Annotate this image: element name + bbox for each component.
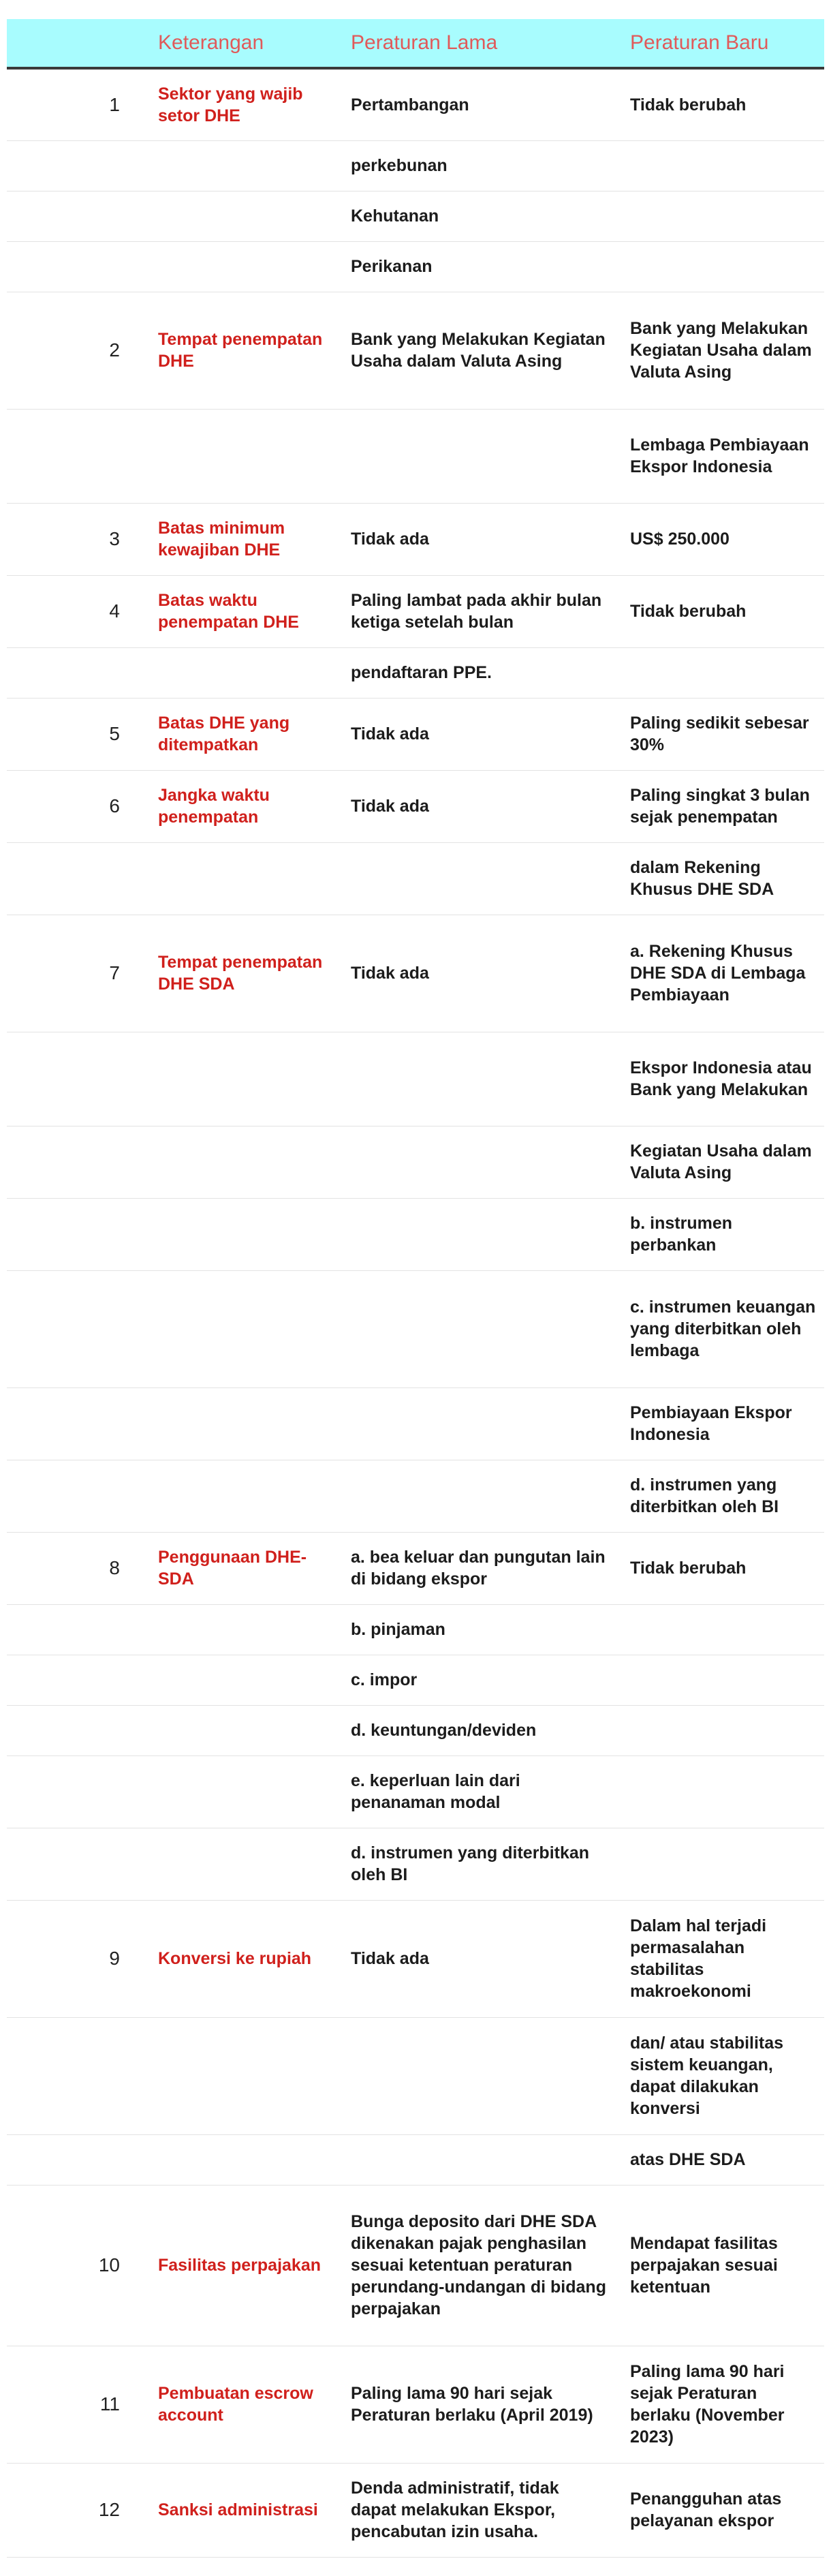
row-peraturan-lama: [336, 2017, 615, 2134]
table-row: [7, 1755, 824, 1828]
table-row: [7, 2463, 824, 2557]
row-peraturan-baru: Paling sedikit sebesar 30%: [615, 698, 824, 770]
table-row: [7, 1126, 824, 1198]
table-row: [7, 68, 824, 140]
row-keterangan: Tempat penempatan DHE: [143, 292, 336, 409]
row-number: [7, 140, 143, 191]
row-keterangan: Batas DHE yang ditempatkan: [143, 698, 336, 770]
table-row: [7, 575, 824, 647]
row-keterangan: [143, 1270, 336, 1387]
row-peraturan-lama: a. bea keluar dan pungutan lain di bidang ekspor: [336, 1532, 615, 1604]
row-peraturan-lama: [336, 1460, 615, 1532]
table-row: [7, 770, 824, 842]
row-peraturan-lama: [336, 409, 615, 503]
row-keterangan: [143, 409, 336, 503]
table-row: [7, 1705, 824, 1755]
row-number: 12: [7, 2463, 143, 2557]
table-row: [7, 2346, 824, 2463]
row-number: 5: [7, 698, 143, 770]
row-keterangan: [143, 1755, 336, 1828]
table-row: [7, 1387, 824, 1460]
row-peraturan-baru: Kegiatan Usaha dalam Valuta Asing: [615, 1126, 824, 1198]
row-keterangan: [143, 1705, 336, 1755]
row-peraturan-lama: e. keperluan lain dari penanaman modal: [336, 1755, 615, 1828]
row-number: [7, 1828, 143, 1900]
table-row: [7, 2185, 824, 2346]
row-peraturan-baru: c. instrumen keuangan yang diterbitkan oleh lembaga: [615, 1270, 824, 1387]
row-peraturan-lama: [336, 842, 615, 915]
row-peraturan-baru: Bank yang Melakukan Kegiatan Usaha dalam Valuta Asing: [615, 292, 824, 409]
row-peraturan-baru: [615, 1755, 824, 1828]
row-keterangan: Batas minimum kewajiban DHE: [143, 503, 336, 575]
row-peraturan-lama: pendaftaran PPE.: [336, 647, 615, 698]
row-keterangan: [143, 1198, 336, 1270]
header-peraturan-lama: Peraturan Lama: [336, 19, 615, 68]
row-peraturan-lama: Perikanan: [336, 241, 615, 292]
row-peraturan-lama: Bank yang Melakukan Kegiatan Usaha dalam Valuta Asing: [336, 292, 615, 409]
row-peraturan-baru: Tidak berubah: [615, 575, 824, 647]
row-peraturan-baru: Penangguhan atas pelayanan ekspor: [615, 2463, 824, 2557]
table-row: [7, 140, 824, 191]
table-row: [7, 1604, 824, 1655]
row-peraturan-lama: [336, 2134, 615, 2185]
row-keterangan: [143, 842, 336, 915]
row-peraturan-lama: [336, 1198, 615, 1270]
row-keterangan: [143, 2134, 336, 2185]
row-number: [7, 1655, 143, 1705]
row-peraturan-baru: Ekspor Indonesia atau Bank yang Melakukan: [615, 1032, 824, 1126]
row-keterangan: Penggunaan DHE-SDA: [143, 1532, 336, 1604]
table-row: [7, 1032, 824, 1126]
row-peraturan-lama: Tidak ada: [336, 1900, 615, 2017]
row-peraturan-lama: Paling lambat pada akhir bulan ketiga setelah bulan: [336, 575, 615, 647]
row-number: 7: [7, 915, 143, 1032]
row-peraturan-baru: Dalam hal terjadi permasalahan stabilitas makroekonomi: [615, 1900, 824, 2017]
header-row: [7, 19, 824, 68]
table-row: [7, 241, 824, 292]
row-peraturan-baru: Paling singkat 3 bulan sejak penempatan: [615, 770, 824, 842]
row-number: [7, 1032, 143, 1126]
table-row: [7, 2134, 824, 2185]
table-row: [7, 1828, 824, 1900]
row-peraturan-lama: d. keuntungan/deviden: [336, 1705, 615, 1755]
row-keterangan: Sektor yang wajib setor DHE: [143, 68, 336, 140]
table-row: [7, 647, 824, 698]
row-peraturan-baru: atas DHE SDA: [615, 2134, 824, 2185]
row-number: 2: [7, 292, 143, 409]
row-peraturan-baru: b. instrumen perbankan: [615, 1198, 824, 1270]
row-number: [7, 1198, 143, 1270]
table-row: [7, 1460, 824, 1532]
row-keterangan: Pembuatan escrow account: [143, 2346, 336, 2463]
row-keterangan: [143, 647, 336, 698]
row-number: [7, 1460, 143, 1532]
row-peraturan-lama: [336, 1387, 615, 1460]
row-peraturan-lama: Bunga deposito dari DHE SDA dikenakan pajak penghasilan sesuai ketentuan peraturan perundang-undangan di bidang perpajakan: [336, 2185, 615, 2346]
row-peraturan-lama: Kehutanan: [336, 191, 615, 241]
row-peraturan-lama: c. impor: [336, 1655, 615, 1705]
table-row: [7, 503, 824, 575]
row-number: [7, 2134, 143, 2185]
row-keterangan: [143, 241, 336, 292]
row-number: 9: [7, 1900, 143, 2017]
row-peraturan-lama: Tidak ada: [336, 915, 615, 1032]
row-number: [7, 1126, 143, 1198]
row-number: 1: [7, 68, 143, 140]
row-number: [7, 409, 143, 503]
row-number: [7, 647, 143, 698]
row-keterangan: [143, 1828, 336, 1900]
row-keterangan: Fasilitas perpajakan: [143, 2185, 336, 2346]
row-number: 3: [7, 503, 143, 575]
row-keterangan: Jangka waktu penempatan: [143, 770, 336, 842]
row-peraturan-lama: Denda administratif, tidak dapat melakukan Ekspor, pencabutan izin usaha.: [336, 2463, 615, 2557]
row-number: [7, 1270, 143, 1387]
row-peraturan-baru: Lembaga Pembiayaan Ekspor Indonesia: [615, 409, 824, 503]
row-number: 6: [7, 770, 143, 842]
row-keterangan: [143, 1032, 336, 1126]
row-number: [7, 1387, 143, 1460]
row-number: [7, 1755, 143, 1828]
row-peraturan-lama: [336, 1126, 615, 1198]
row-keterangan: [143, 2017, 336, 2134]
row-peraturan-baru: US$ 250.000: [615, 503, 824, 575]
row-peraturan-baru: [615, 241, 824, 292]
row-peraturan-baru: Pembiayaan Ekspor Indonesia: [615, 1387, 824, 1460]
header-keterangan: Keterangan: [143, 19, 336, 68]
row-keterangan: [143, 140, 336, 191]
row-peraturan-baru: [615, 191, 824, 241]
row-peraturan-baru: [615, 1705, 824, 1755]
row-peraturan-baru: Tidak berubah: [615, 68, 824, 140]
row-peraturan-lama: Tidak ada: [336, 503, 615, 575]
table-row: [7, 1198, 824, 1270]
table-row: [7, 292, 824, 409]
row-keterangan: [143, 1387, 336, 1460]
row-keterangan: [143, 191, 336, 241]
row-keterangan: [143, 1655, 336, 1705]
row-peraturan-lama: [336, 1270, 615, 1387]
row-peraturan-lama: Tidak ada: [336, 698, 615, 770]
row-keterangan: Konversi ke rupiah: [143, 1900, 336, 2017]
table-header: [7, 19, 824, 68]
table-row: [7, 1532, 824, 1604]
row-number: [7, 842, 143, 915]
row-keterangan: [143, 1126, 336, 1198]
row-peraturan-baru: [615, 1828, 824, 1900]
table-row: [7, 1655, 824, 1705]
row-number: 8: [7, 1532, 143, 1604]
table-row: [7, 2017, 824, 2134]
row-number: 11: [7, 2346, 143, 2463]
row-number: 10: [7, 2185, 143, 2346]
table-row: [7, 1900, 824, 2017]
row-keterangan: Tempat penempatan DHE SDA: [143, 915, 336, 1032]
row-peraturan-baru: dalam Rekening Khusus DHE SDA: [615, 842, 824, 915]
row-peraturan-baru: dan/ atau stabilitas sistem keuangan, dapat dilakukan konversi: [615, 2017, 824, 2134]
row-number: 4: [7, 575, 143, 647]
row-number: [7, 1705, 143, 1755]
row-peraturan-lama: perkebunan: [336, 140, 615, 191]
row-number: [7, 241, 143, 292]
row-peraturan-baru: d. instrumen yang diterbitkan oleh BI: [615, 1460, 824, 1532]
row-keterangan: Sanksi administrasi: [143, 2463, 336, 2557]
row-peraturan-lama: Pertambangan: [336, 68, 615, 140]
row-peraturan-baru: [615, 647, 824, 698]
table-row: [7, 191, 824, 241]
row-peraturan-lama: [336, 1032, 615, 1126]
row-peraturan-baru: [615, 1655, 824, 1705]
row-keterangan: [143, 1460, 336, 1532]
row-number: [7, 191, 143, 241]
table-row: [7, 842, 824, 915]
row-peraturan-lama: Paling lama 90 hari sejak Peraturan berlaku (April 2019): [336, 2346, 615, 2463]
row-peraturan-baru: Paling lama 90 hari sejak Peraturan berlaku (November 2023): [615, 2346, 824, 2463]
header-no: [7, 19, 143, 68]
row-peraturan-baru: Tidak berubah: [615, 1532, 824, 1604]
table-row: [7, 1270, 824, 1387]
table-row: [7, 698, 824, 770]
row-peraturan-baru: a. Rekening Khusus DHE SDA di Lembaga Pembiayaan: [615, 915, 824, 1032]
row-peraturan-baru: [615, 140, 824, 191]
row-peraturan-baru: [615, 1604, 824, 1655]
row-peraturan-baru: Mendapat fasilitas perpajakan sesuai ketentuan: [615, 2185, 824, 2346]
row-peraturan-lama: Tidak ada: [336, 770, 615, 842]
row-number: [7, 1604, 143, 1655]
comparison-table: [7, 19, 824, 2558]
row-peraturan-lama: d. instrumen yang diterbitkan oleh BI: [336, 1828, 615, 1900]
row-peraturan-lama: b. pinjaman: [336, 1604, 615, 1655]
row-number: [7, 2017, 143, 2134]
table-row: [7, 409, 824, 503]
row-keterangan: [143, 1604, 336, 1655]
row-keterangan: Batas waktu penempatan DHE: [143, 575, 336, 647]
header-peraturan-baru: Peraturan Baru: [615, 19, 824, 68]
table-body: [7, 68, 824, 2557]
table-row: [7, 915, 824, 1032]
